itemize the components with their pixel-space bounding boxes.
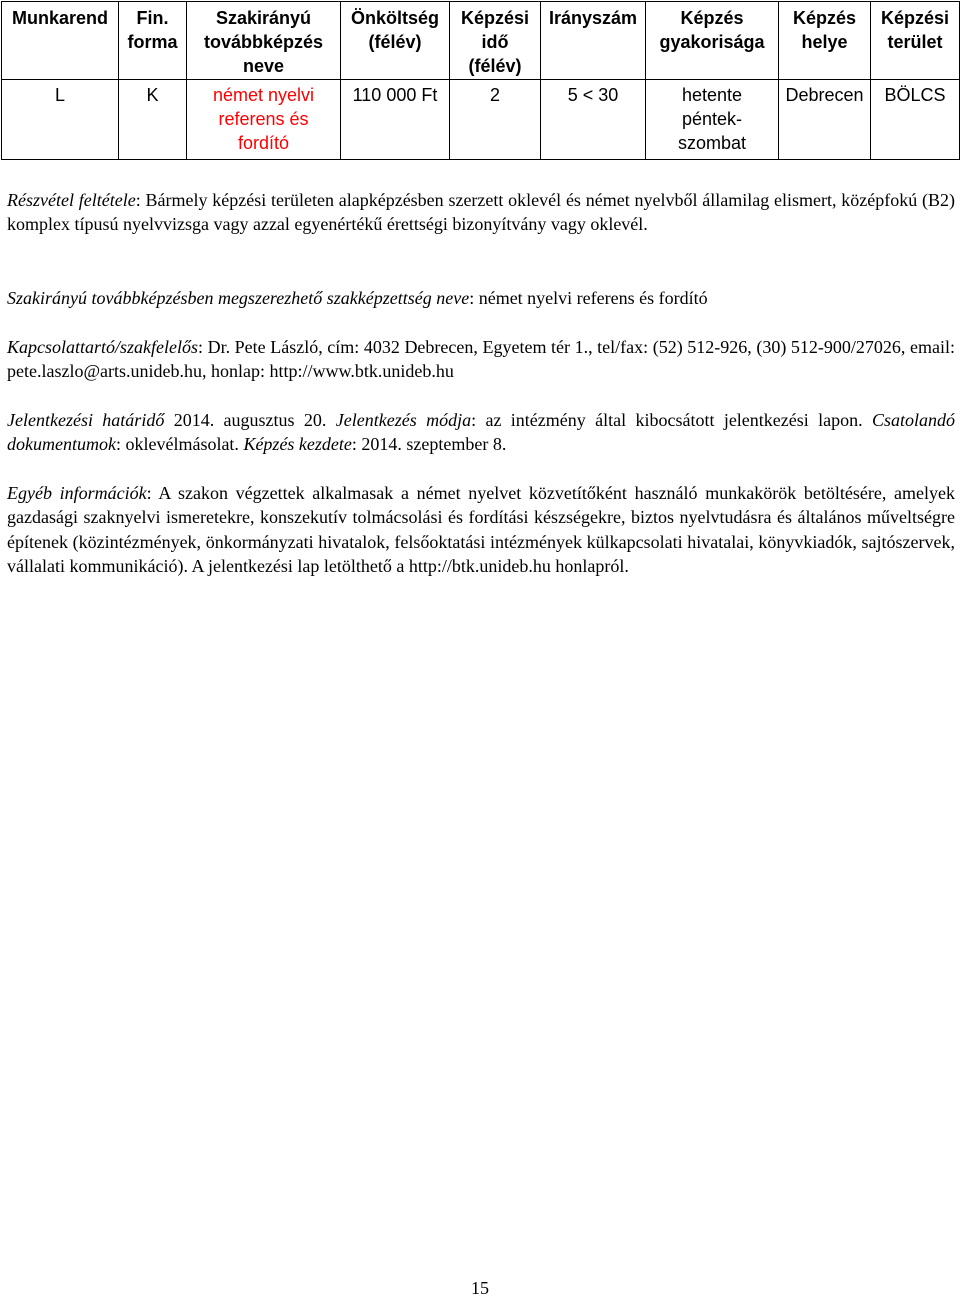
hatarido-value: 2014. augusztus 20.	[164, 410, 327, 430]
cell-munkarend: L	[2, 80, 119, 160]
szakkepzettseg-label: Szakirányú továbbképzésben megszerezhető szakképzettség neve	[7, 288, 470, 308]
cell-kepzes-helye: Debrecen	[779, 80, 871, 160]
egyeb-label: Egyéb információk	[7, 483, 147, 503]
jelentkezes-paragraph	[7, 408, 955, 457]
header-munkarend: Munkarend	[2, 2, 119, 80]
header-iranyszam: Irányszám	[541, 2, 646, 80]
modja-label: Jelentkezés módja	[335, 410, 472, 430]
egyeb-paragraph	[7, 481, 955, 578]
modja-value: : az intézmény által kibocsátott jelentkezési lapon.	[471, 410, 863, 430]
header-fin-forma: Fin. forma	[119, 2, 187, 80]
kapcsolat-paragraph	[7, 335, 955, 384]
header-kepzesi-terulet: Képzési terület	[871, 2, 960, 80]
reszvetel-text: : Bármely képzési területen alapképzésben szerzett oklevél és német nyelvből államilag elismert, középfokú (B2) komplex típusú nyelvvizsga vagy azzal egyenértékű érettségi bizonyítvány vagy oklevél.	[7, 190, 955, 235]
cell-kepzesi-terulet: BÖLCS	[871, 80, 960, 160]
csatolando-label: Csatolandó dokumentumok	[7, 410, 956, 455]
page-number: 15	[471, 1278, 489, 1298]
kezdete-label: Képzés kezdete	[243, 434, 352, 455]
table-header-row	[2, 2, 960, 80]
course-table	[1, 1, 960, 160]
cell-onkoltseg: 110 000 Ft	[341, 80, 450, 160]
cell-iranyszam: 5 < 30	[541, 80, 646, 160]
header-gyakorisag: Képzés gyakorisága	[646, 2, 779, 80]
header-onkoltseg: Önköltség (félév)	[341, 2, 450, 80]
szakkepzettseg-paragraph	[7, 286, 955, 310]
hatarido-label: Jelentkezési határidő	[7, 410, 165, 430]
egyeb-text: : A szakon végzettek alkalmasak a német nyelvet közvetítőként használó munkakörök betöltésére, amelyek gazdasági szaknyelvi ismeretekre, konszekutív tolmácsolási és fordítási készségekre, biztos nyelvtudásra és általános műveltségre építenek (közintézmények, önkormányzati hivatalok, felsőoktatási intézmények külkapcsolati hivatalai, könyvkiadók, sajtószervek, vállalati kommunikáció). A jelentkezési lap letölthető a http://btk.unideb.hu honlapról.	[7, 483, 955, 576]
header-kepzes-helye: Képzés helye	[779, 2, 871, 80]
table-row	[2, 80, 960, 160]
cell-szakiranyu-neve: német nyelvi referens és fordító	[187, 80, 341, 160]
reszvetel-label: Részvétel feltétele	[7, 190, 136, 210]
cell-fin-forma: K	[119, 80, 187, 160]
szakkepzettseg-text: : német nyelvi referens és fordító	[469, 288, 708, 308]
kapcsolat-label: Kapcsolattartó/szakfelelős	[7, 337, 198, 357]
kezdete-value: : 2014. szeptember 8.	[351, 434, 507, 455]
kapcsolat-text: : Dr. Pete László, cím: 4032 Debrecen, Egyetem tér 1., tel/fax: (52) 512-926, (30) 512-900/27026, email: pete.laszlo@arts.unideb.hu, honlap: http://www.btk.unideb.hu	[7, 337, 955, 382]
cell-kepzesi-ido: 2	[450, 80, 541, 160]
csatolando-value: : oklevélmásolat.	[115, 434, 239, 455]
reszvetel-paragraph	[7, 188, 955, 237]
header-kepzesi-ido: Képzési idő (félév)	[450, 2, 541, 80]
header-szakiranyu-neve: Szakirányú továbbképzés neve	[187, 2, 341, 80]
cell-gyakorisag: hetente péntek- szombat	[646, 80, 779, 160]
